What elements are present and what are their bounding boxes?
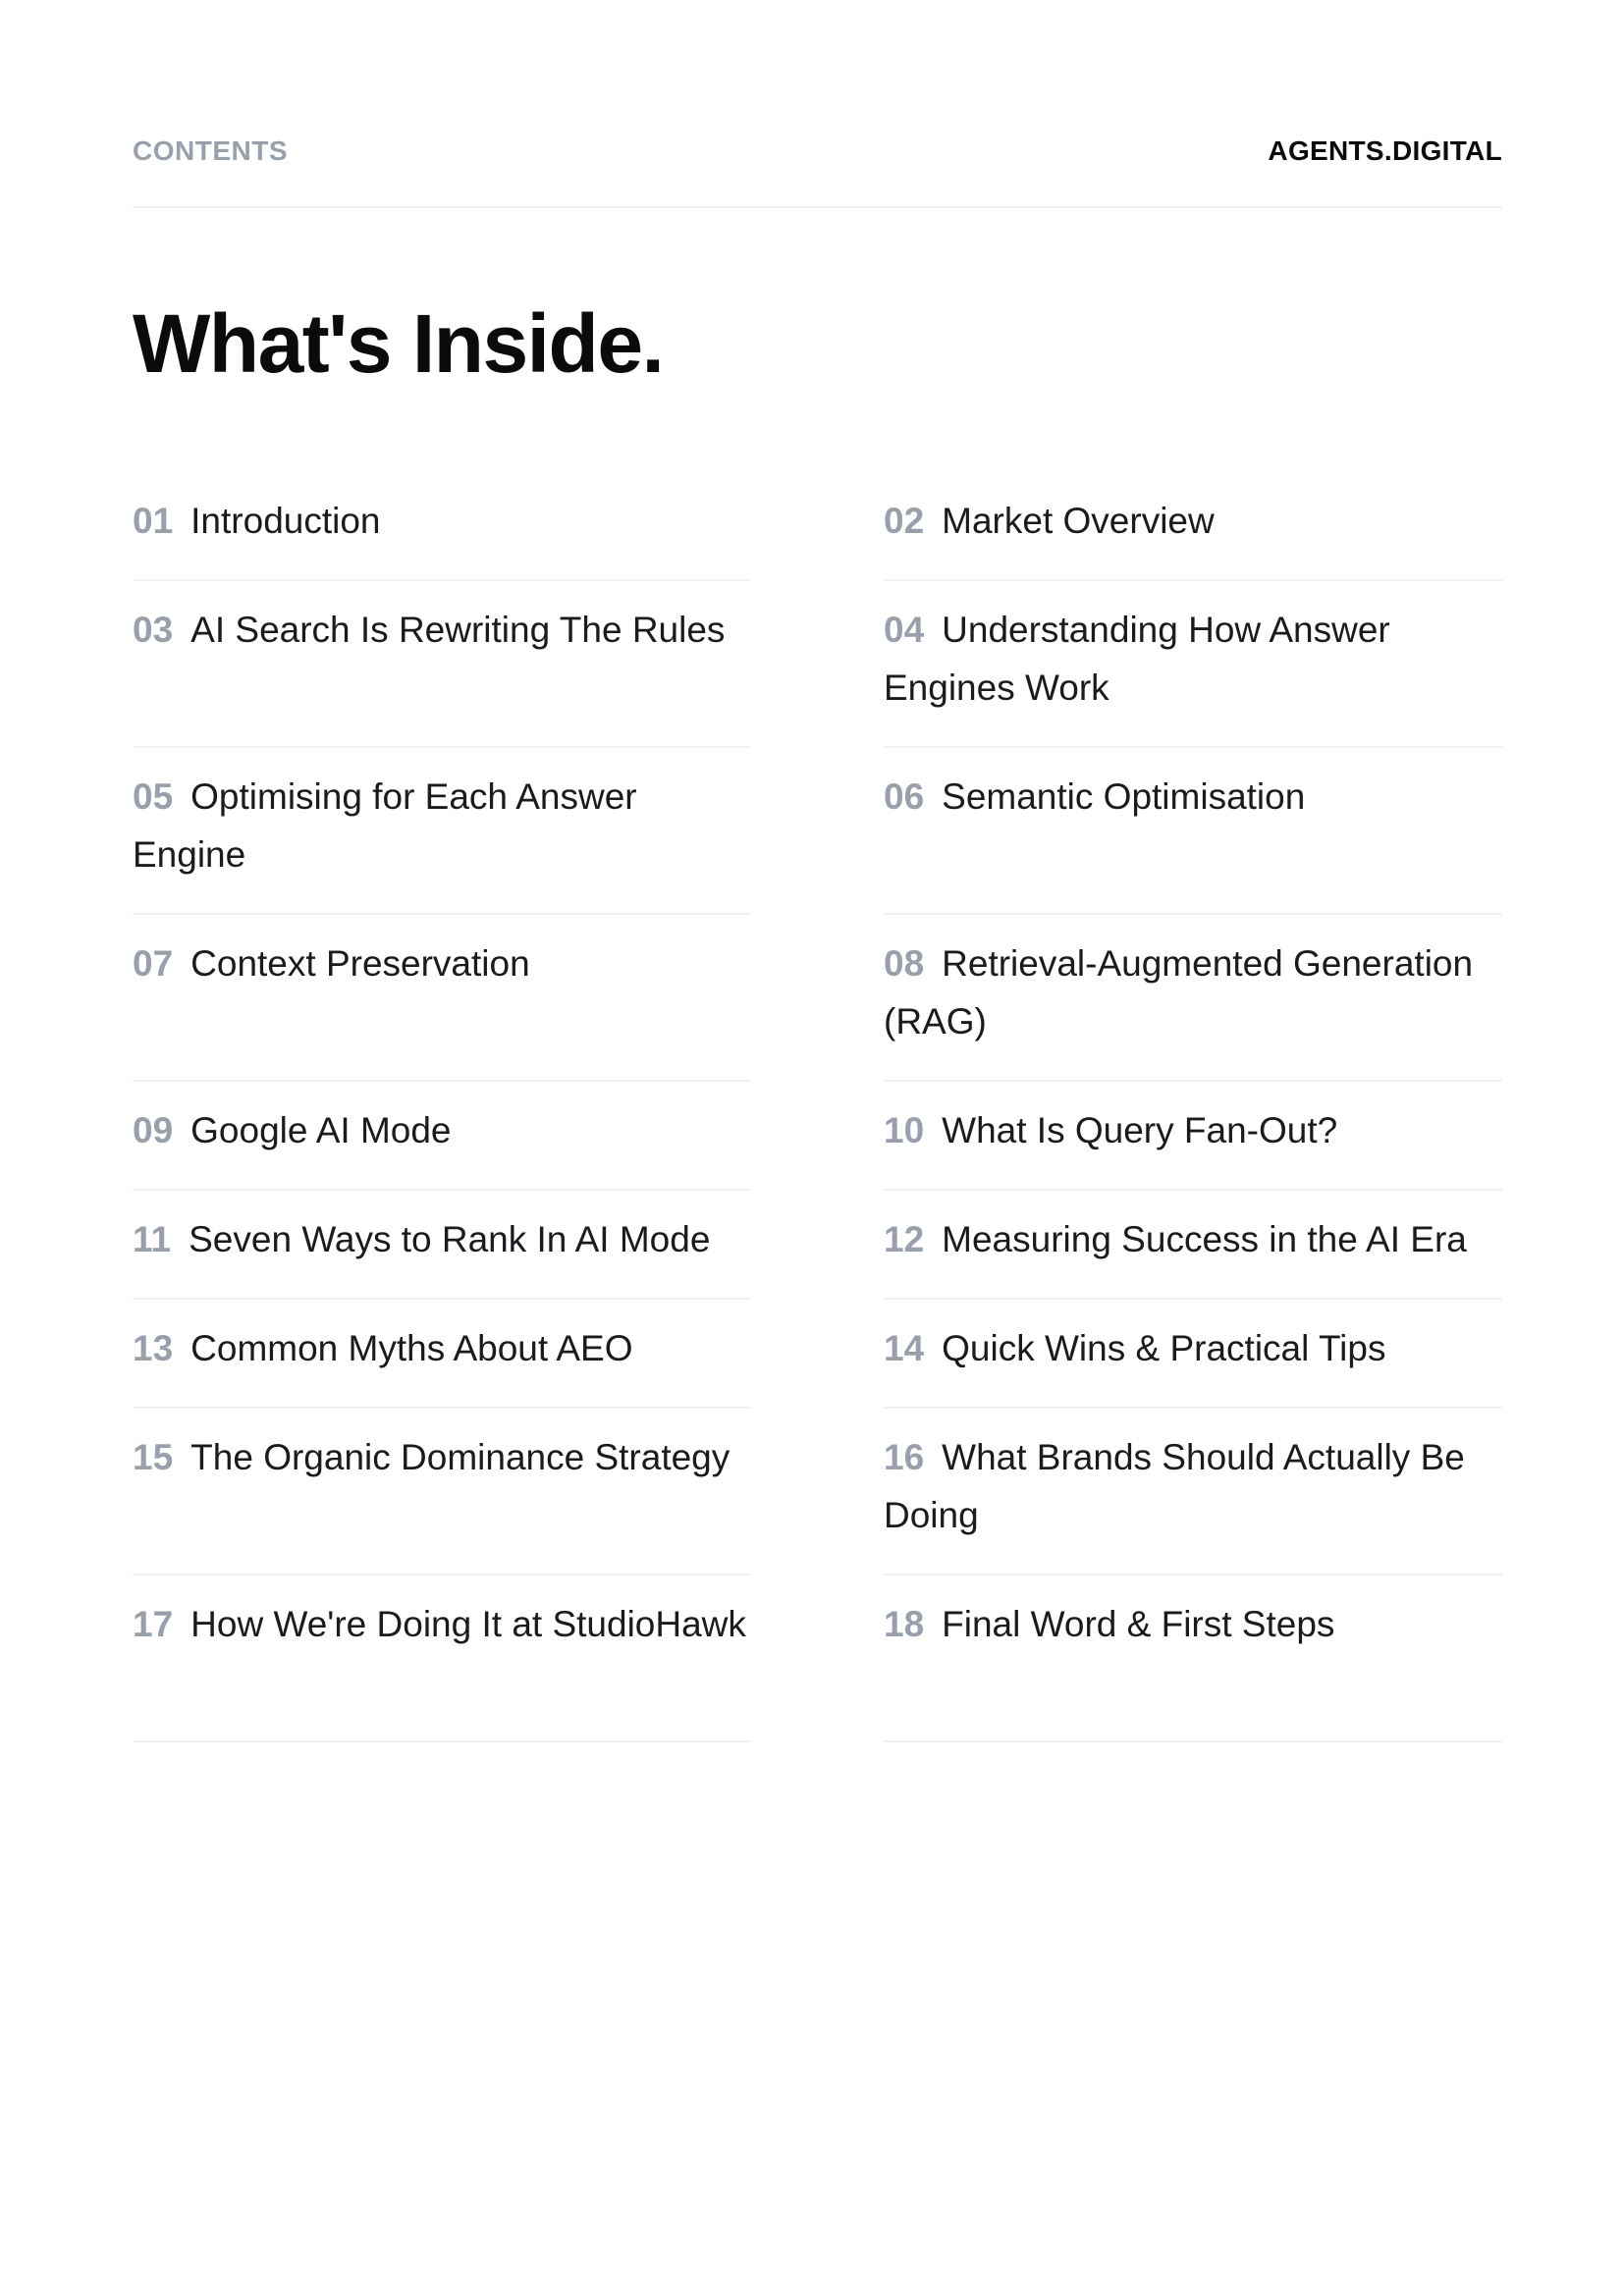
page-title: What's Inside. [133, 297, 664, 390]
section-label: CONTENTS [133, 135, 288, 166]
toc-item-number: 15 [133, 1437, 174, 1477]
toc-item-number: 08 [884, 943, 925, 984]
page-header [133, 132, 1502, 208]
toc-item-number: 16 [884, 1437, 925, 1477]
toc-item-label: Google AI Mode [190, 1110, 452, 1150]
toc-item-label: Market Overview [942, 501, 1215, 541]
toc-item[interactable] [884, 748, 1502, 915]
toc-item-number: 01 [133, 501, 174, 541]
toc-item[interactable] [133, 915, 751, 1082]
toc-item[interactable] [133, 748, 751, 915]
toc-item-number: 04 [884, 610, 925, 650]
toc-item-label: Introduction [190, 501, 381, 541]
toc-item[interactable] [884, 915, 1502, 1082]
toc-item[interactable] [133, 581, 751, 748]
toc-item-label: Semantic Optimisation [942, 776, 1306, 817]
toc-item[interactable] [884, 472, 1502, 581]
toc-item-number: 10 [884, 1110, 925, 1150]
toc-item-label: What Is Query Fan-Out? [942, 1110, 1338, 1150]
toc-item-label: Context Preservation [190, 943, 530, 984]
toc-item-number: 14 [884, 1328, 925, 1368]
toc-item[interactable] [133, 1082, 751, 1191]
toc-item-label: Quick Wins & Practical Tips [942, 1328, 1386, 1368]
toc-item-label: What Brands Should Actually Be Doing [884, 1437, 1465, 1535]
toc-item-label: Seven Ways to Rank In AI Mode [189, 1219, 711, 1259]
toc-item[interactable] [884, 1191, 1502, 1300]
toc-item-label: Common Myths About AEO [190, 1328, 633, 1368]
toc-item-label: Final Word & First Steps [942, 1604, 1335, 1644]
toc-item-number: 06 [884, 776, 925, 817]
toc-item[interactable] [884, 1082, 1502, 1191]
toc-item-number: 03 [133, 610, 174, 650]
toc-item-number: 09 [133, 1110, 174, 1150]
toc-item-number: 13 [133, 1328, 174, 1368]
table-of-contents [133, 472, 1502, 1742]
toc-item-number: 02 [884, 501, 925, 541]
toc-item-label: Optimising for Each Answer Engine [133, 776, 637, 875]
toc-item-label: Measuring Success in the AI Era [942, 1219, 1467, 1259]
toc-item[interactable] [133, 1575, 751, 1742]
toc-item-number: 07 [133, 943, 174, 984]
contents-page [133, 0, 1502, 2296]
toc-item[interactable] [884, 581, 1502, 748]
toc-item-label: Understanding How Answer Engines Work [884, 610, 1390, 708]
toc-item-label: How We're Doing It at StudioHawk [190, 1604, 746, 1644]
toc-item[interactable] [133, 1409, 751, 1575]
toc-item[interactable] [133, 1191, 751, 1300]
toc-item-label: AI Search Is Rewriting The Rules [190, 610, 726, 650]
toc-item-number: 18 [884, 1604, 925, 1644]
toc-item-number: 12 [884, 1219, 925, 1259]
toc-item-label: The Organic Dominance Strategy [190, 1437, 730, 1477]
toc-item-number: 11 [133, 1219, 172, 1259]
toc-item[interactable] [133, 472, 751, 581]
toc-item-number: 17 [133, 1604, 174, 1644]
toc-item[interactable] [884, 1409, 1502, 1575]
brand-name: AGENTS.DIGITAL [1268, 135, 1502, 166]
toc-item-label: Retrieval-Augmented Generation (RAG) [884, 943, 1474, 1041]
toc-item[interactable] [133, 1300, 751, 1409]
toc-item[interactable] [884, 1575, 1502, 1742]
toc-item-number: 05 [133, 776, 174, 817]
toc-item[interactable] [884, 1300, 1502, 1409]
